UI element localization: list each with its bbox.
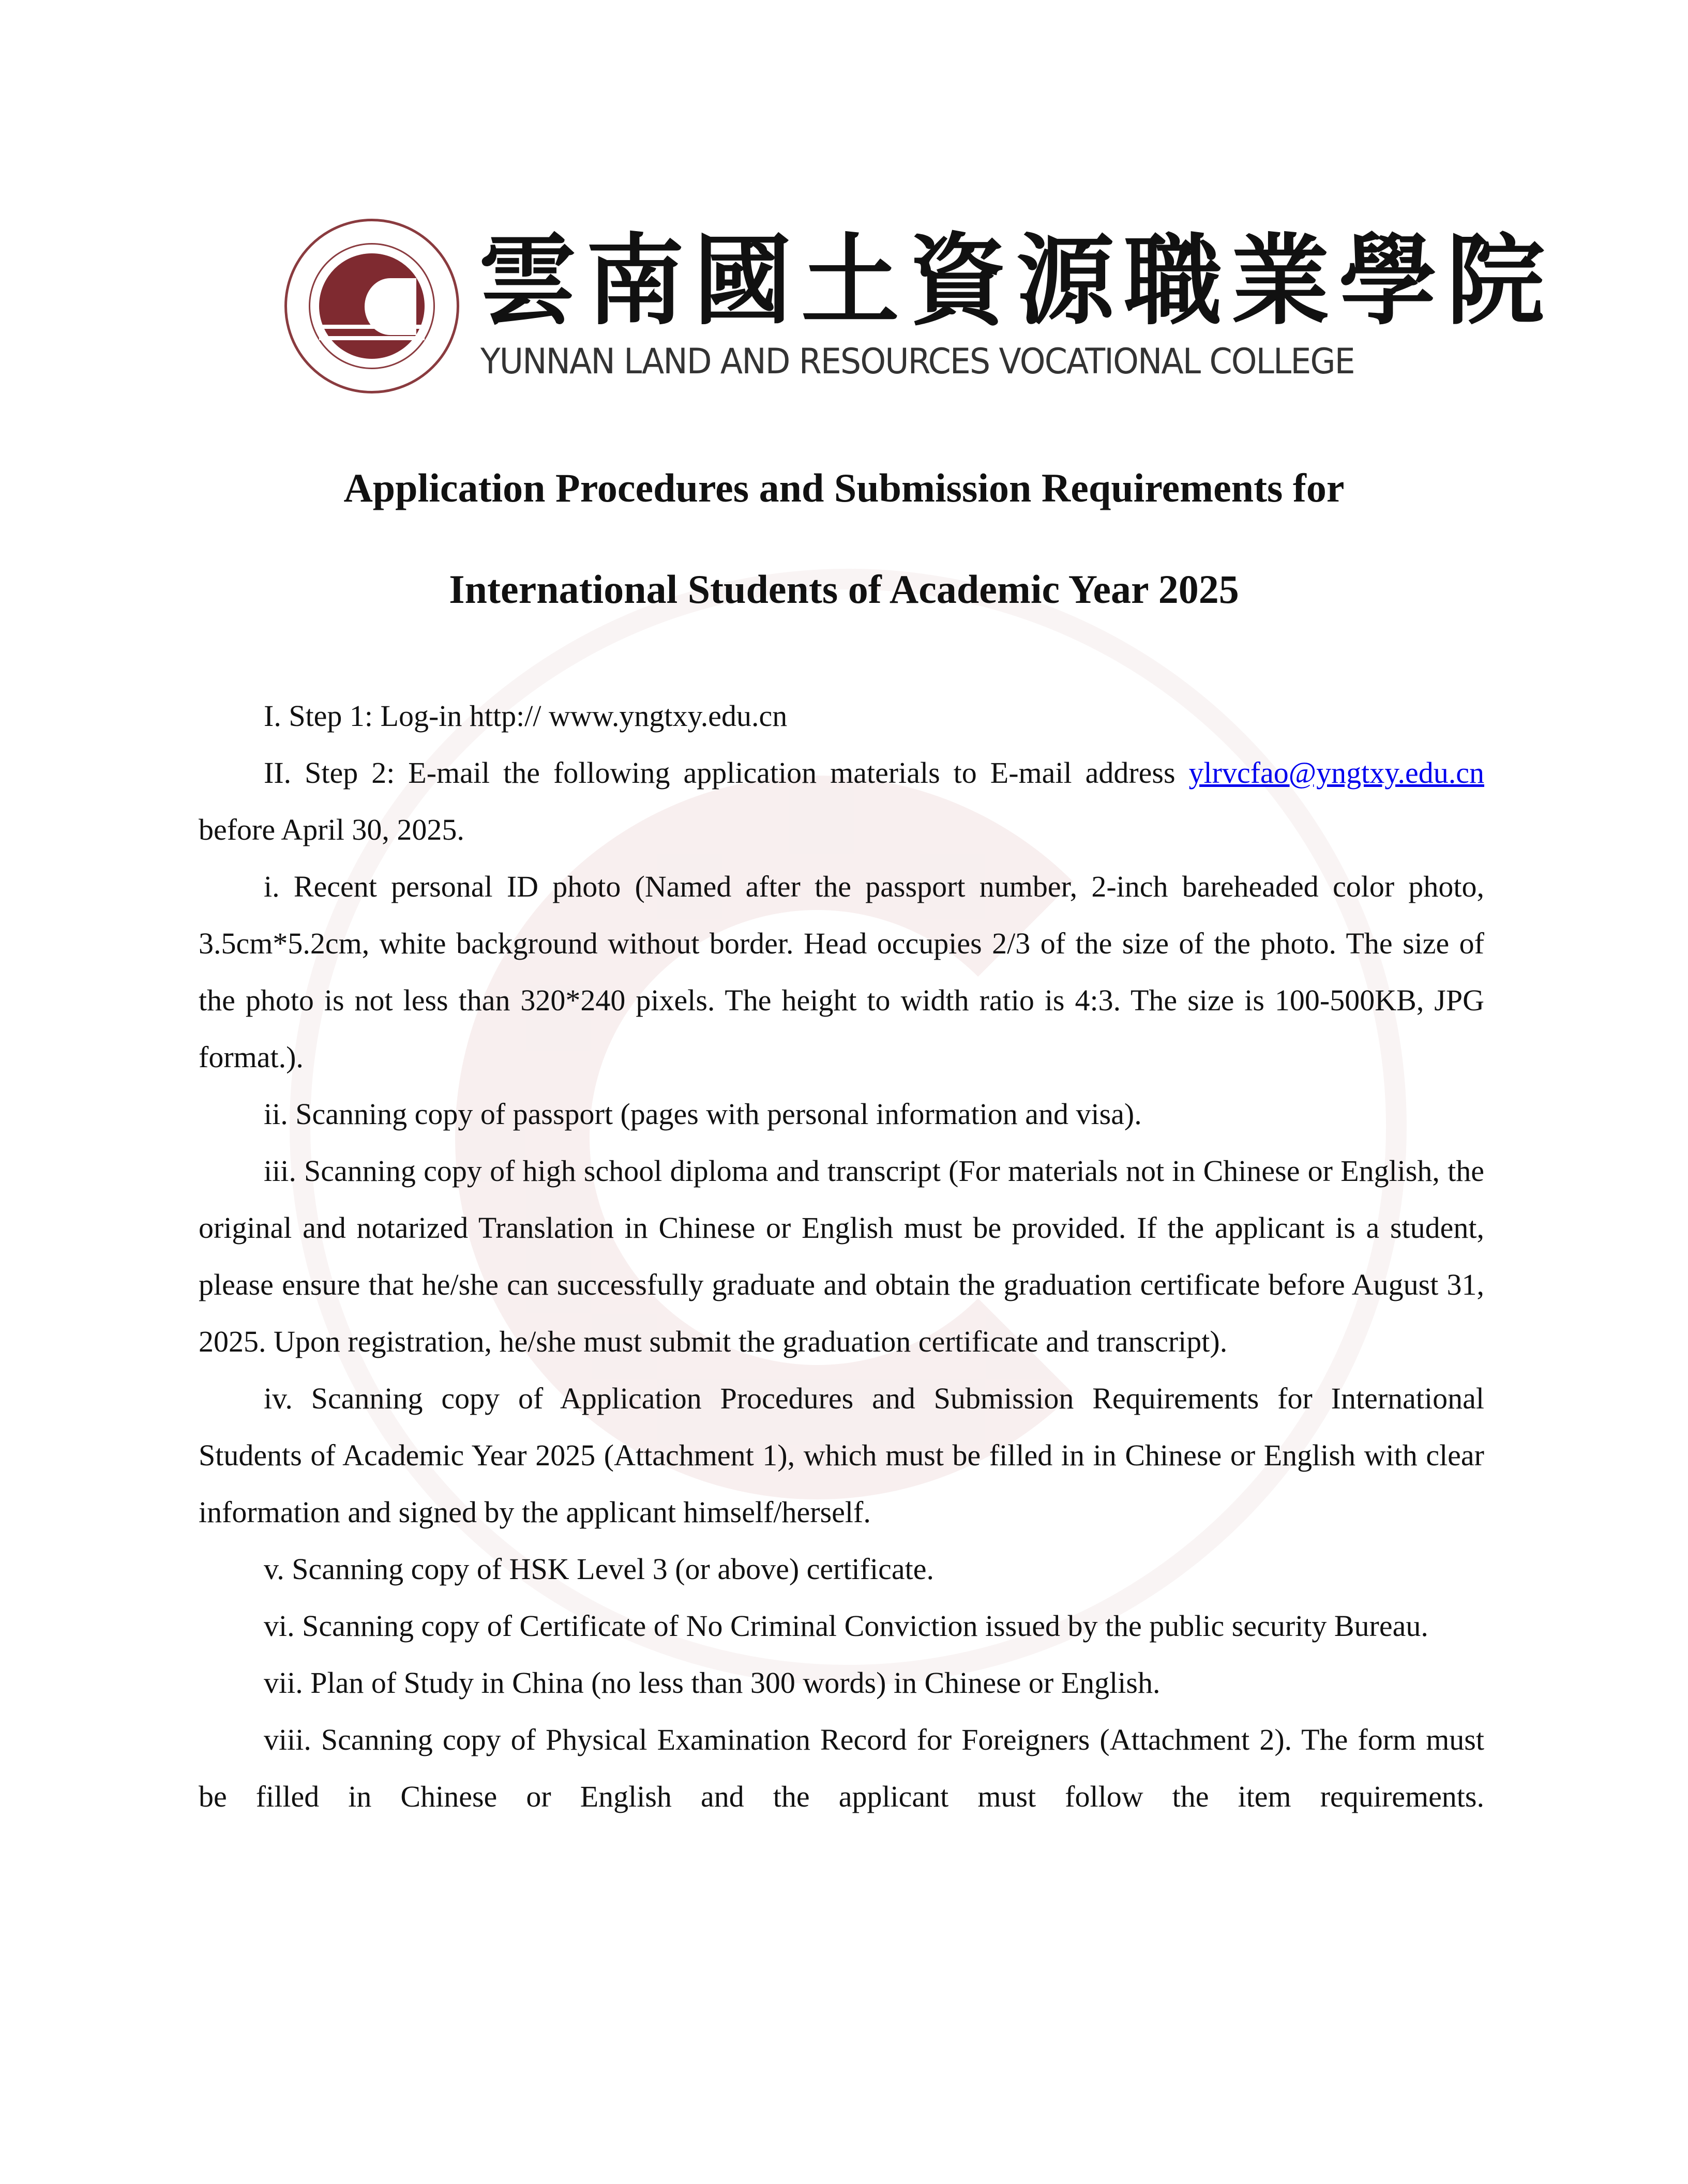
step-2-text: II. Step 2: E-mail the following application materials to E-mail address <box>264 756 1189 790</box>
item-vii: vii. Plan of Study in China (no less than 300 words) in Chinese or English. <box>264 1666 1160 1700</box>
document-body <box>199 688 1484 1825</box>
item-iii: iii. Scanning copy of high school diploma and transcript (For materials not in Chinese or English, the original and notarized Translation in Chinese or English must be provided. If the applicant is a student, please ensure that he/she can successfully graduate and obtain the graduation certificate before August 31, 2025. Upon registration, he/she must submit the graduation certificate and transcript). <box>199 1154 1484 1358</box>
item-i: i. Recent personal ID photo (Named after the passport number, 2-inch bareheaded color photo, 3.5cm*5.2cm, white background without border. Head occupies 2/3 of the size of the photo. The size of the photo is not less than 320*240 pixels. The height to width ratio is 4:3. The size is 100-500KB, JPG format.). <box>199 870 1484 1074</box>
item-ii: ii. Scanning copy of passport (pages with personal information and visa). <box>264 1097 1142 1131</box>
document-title-line-2: International Students of Academic Year 2025 <box>449 567 1239 612</box>
step-2 <box>199 745 1484 858</box>
item-viii: viii. Scanning copy of Physical Examination Record for Foreigners (Attachment 2). The form must be filled in Chinese or English and the applicant must follow the item requirements. <box>199 1723 1484 1813</box>
email-link[interactable]: ylrvcfao@yngtxy.edu.cn <box>1188 756 1484 790</box>
college-logo <box>282 216 1555 400</box>
document-title-line-1: Application Procedures and Submission Requirements for <box>343 465 1345 510</box>
college-seal-icon <box>284 219 459 393</box>
item-iv: iv. Scanning copy of Application Procedures and Submission Requirements for International Students of Academic Year 2025 (Attachment 1), which must be filled in in Chinese or English with clear information and signed by the applicant himself/herself. <box>199 1382 1484 1529</box>
step-2-deadline: before April 30, 2025. <box>199 813 464 846</box>
item-v: v. Scanning copy of HSK Level 3 (or above) certificate. <box>264 1552 934 1586</box>
step-1: I. Step 1: Log-in http:// www.yngtxy.edu.cn <box>264 699 788 733</box>
college-chinese-name: 雲南國土資源職業學院 <box>478 223 1555 338</box>
item-vi: vi. Scanning copy of Certificate of No Criminal Conviction issued by the public security Bureau. <box>264 1609 1428 1643</box>
college-english-name: YUNNAN LAND AND RESOURCES VOCATIONAL COLLEGE <box>480 341 1354 382</box>
